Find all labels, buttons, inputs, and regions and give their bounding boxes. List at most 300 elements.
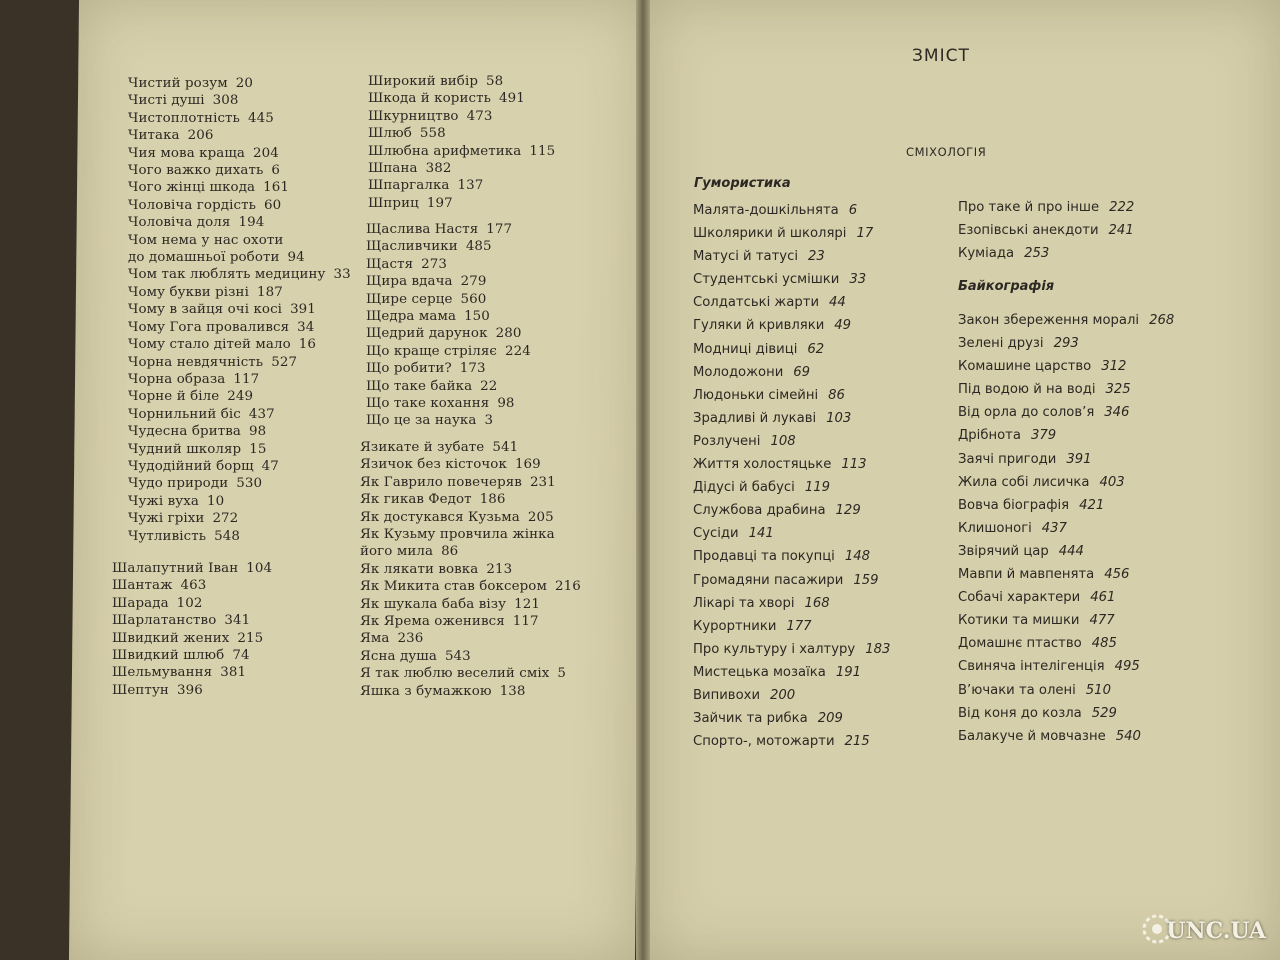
index-entry	[112, 612, 272, 629]
entry-page-number: 115	[529, 143, 556, 159]
index-entry	[958, 725, 1174, 748]
entry-title: Що робити?	[366, 361, 452, 377]
subsection-heading-humor: Гумористика	[694, 176, 791, 191]
index-entry	[128, 92, 351, 109]
entry-page-number: 391	[290, 302, 316, 318]
entry-page-number: 33	[849, 272, 867, 288]
entry-page-number: 161	[263, 180, 289, 196]
entry-title: Ясна душа	[360, 648, 437, 664]
index-entry	[693, 661, 890, 684]
index-entry	[360, 578, 581, 595]
entry-title: Комашине царство	[958, 359, 1092, 375]
entry-page-number: 141	[748, 526, 774, 542]
entry-page-number: 437	[248, 406, 275, 422]
index-entry	[366, 291, 531, 308]
index-entry	[693, 268, 890, 291]
entry-title: Солдатські жарти	[693, 295, 820, 311]
entry-title: Закон збереження моралі	[958, 313, 1140, 328]
entry-page-number: 200	[770, 687, 796, 703]
entry-title: Щедра мама	[366, 309, 457, 325]
entry-title: Чудо природи	[128, 476, 229, 492]
index-entry	[693, 707, 890, 730]
index-entry	[693, 453, 890, 476]
index-entry	[693, 407, 890, 430]
entry-page-number: 463	[180, 578, 207, 594]
index-entry	[368, 143, 555, 160]
index-entry	[360, 648, 581, 665]
index-entry	[128, 528, 351, 545]
entry-title: Звірячий цар	[958, 543, 1049, 559]
index-entry	[693, 592, 890, 615]
entry-page-number: 17	[856, 226, 874, 242]
entry-page-number: 10	[206, 493, 225, 509]
index-entry	[368, 108, 555, 125]
entry-title: Щире серце	[366, 291, 453, 307]
entry-page-number: 308	[212, 93, 239, 109]
entry-title: Чом так люблять медицину	[128, 267, 326, 283]
index-entry	[366, 395, 531, 412]
entry-title: Про таке й про інше	[958, 200, 1100, 215]
entry-title: до домашньої роботи	[128, 250, 280, 266]
entry-page-number: 113	[841, 457, 867, 473]
index-entry	[112, 647, 272, 664]
entry-page-number: 548	[214, 528, 240, 544]
entry-page-number: 293	[1053, 336, 1079, 352]
index-entry	[128, 493, 351, 510]
entry-page-number: 121	[514, 596, 540, 612]
index-entry	[958, 424, 1174, 447]
entry-title: Розлучені	[693, 433, 761, 449]
entry-title: Що таке байка	[366, 378, 473, 394]
entry-title: Шалапутний Іван	[112, 561, 239, 576]
entry-title: Дрібнота	[958, 428, 1021, 444]
entry-page-number: 541	[492, 440, 519, 455]
entry-title: Зайчик та рибка	[693, 711, 808, 727]
index-entry	[112, 577, 272, 594]
entry-title: Шпаргалка	[368, 178, 450, 194]
entry-title: Лікарі та хворі	[693, 595, 795, 611]
entry-title: Собачі характери	[958, 590, 1081, 606]
entry-title: Чом нема у нас охоти	[128, 232, 284, 248]
entry-page-number: 543	[444, 648, 471, 664]
entry-title: Шантаж	[112, 578, 173, 594]
entry-title: Шлюбна арифметика	[368, 143, 522, 159]
entry-title: Мистецька мозаїка	[693, 664, 826, 680]
entry-title: Свиняча інтелігенція	[958, 659, 1105, 675]
entry-title: Читака	[128, 128, 180, 144]
index-entry	[128, 266, 351, 283]
index-entry	[366, 238, 531, 255]
entry-page-number: 137	[457, 178, 484, 194]
entry-title: Швидкий жених	[112, 630, 230, 646]
entry-page-number: 215	[237, 630, 264, 646]
entry-title: Продавці та покупці	[693, 549, 835, 565]
entry-page-number: 280	[495, 326, 522, 342]
entry-page-number: 94	[287, 250, 305, 266]
entry-title: Шлюб	[368, 126, 412, 142]
entry-page-number: 224	[504, 343, 531, 359]
entry-page-number: 177	[486, 222, 513, 237]
index-entry	[360, 596, 581, 613]
entry-page-number: 108	[770, 433, 796, 449]
entry-title: Чудодійний борщ	[128, 458, 254, 474]
index-entry	[693, 384, 890, 407]
index-entry	[128, 75, 351, 92]
index-entry	[360, 543, 581, 560]
entry-title: Під водою й на воді	[958, 382, 1096, 398]
contents-column-1	[693, 199, 890, 753]
index-entry	[958, 332, 1174, 355]
entry-title: Чорнильний біс	[128, 406, 241, 422]
entry-title: Від орла до солов’я	[958, 405, 1095, 421]
entry-page-number: 194	[238, 215, 265, 231]
entry-title: Спорто-, мотожарти	[693, 734, 835, 750]
index-entry	[128, 214, 351, 231]
index-entry	[693, 199, 890, 222]
entry-page-number: 103	[826, 410, 852, 426]
entry-title: Життя холостяцьке	[693, 457, 832, 473]
index-entry	[958, 679, 1174, 702]
entry-title: Заячі пригоди	[958, 451, 1057, 467]
index-entry	[368, 90, 555, 107]
entry-title: Мавпи й мавпенята	[958, 567, 1095, 583]
entry-title: Шептун	[112, 682, 169, 698]
index-entry	[693, 569, 890, 592]
entry-title: Громадяни пасажири	[693, 572, 844, 588]
index-column-1b	[112, 560, 272, 699]
index-entry	[128, 284, 351, 301]
index-entry	[693, 684, 890, 707]
entry-page-number: 168	[804, 595, 830, 611]
entry-page-number: 209	[817, 711, 843, 727]
entry-page-number: 204	[253, 145, 279, 161]
entry-title: Що краще стріляє	[366, 343, 497, 359]
index-column-2	[368, 73, 555, 212]
entry-page-number: 58	[486, 74, 504, 89]
index-entry	[368, 73, 555, 90]
entry-page-number: 3	[484, 413, 494, 429]
index-entry	[958, 517, 1174, 540]
index-entry	[128, 127, 351, 144]
entry-page-number: 183	[865, 641, 891, 657]
entry-page-number: 530	[236, 476, 263, 492]
entry-title: Швидкий шлюб	[112, 648, 225, 664]
entry-page-number: 485	[1091, 636, 1117, 652]
index-entry	[128, 336, 351, 353]
index-entry	[128, 301, 351, 318]
entry-page-number: 249	[227, 389, 254, 405]
entry-title: Чистий розум	[128, 76, 228, 91]
index-entry	[693, 638, 890, 661]
entry-title: Чистоплотність	[128, 110, 240, 126]
index-column-2b	[366, 221, 531, 430]
entry-title: Сусіди	[693, 526, 739, 542]
entry-page-number: 186	[479, 492, 506, 508]
entry-page-number: 159	[853, 572, 879, 588]
subsection-heading-fables: Байкографія	[958, 279, 1055, 294]
entry-page-number: 437	[1041, 520, 1067, 536]
contents-column-2b	[958, 309, 1174, 748]
entry-title: Як Ярема оженився	[360, 614, 505, 630]
entry-title: Службова драбина	[693, 503, 826, 519]
entry-title: Що таке кохання	[366, 396, 490, 412]
index-entry	[693, 338, 890, 361]
entry-page-number: 381	[220, 665, 247, 681]
entry-page-number: 396	[176, 682, 203, 698]
entry-title: Шпана	[368, 161, 418, 177]
entry-page-number: 379	[1030, 428, 1057, 444]
entry-title: Як достукався Кузьма	[360, 509, 520, 525]
entry-title: Зелені друзі	[958, 336, 1044, 352]
entry-title: Котики та мишки	[958, 613, 1080, 629]
entry-page-number: 273	[421, 256, 447, 272]
index-entry	[958, 702, 1174, 725]
entry-title: Чому Гога провалився	[128, 319, 290, 335]
entry-title: Модниці дівиці	[693, 341, 798, 357]
index-entry	[958, 242, 1134, 265]
index-entry	[693, 314, 890, 337]
index-entry	[128, 458, 351, 475]
index-entry	[128, 319, 351, 336]
entry-page-number: 47	[261, 458, 279, 474]
entry-title: Язичок без кісточок	[360, 457, 507, 473]
entry-page-number: 34	[297, 319, 315, 335]
entry-title: Як Микита став боксером	[360, 579, 547, 595]
entry-page-number: 6	[848, 203, 858, 218]
entry-page-number: 231	[529, 474, 556, 490]
index-entry	[958, 378, 1174, 401]
entry-page-number: 102	[176, 595, 203, 611]
entry-title: Чудний школяр	[128, 441, 242, 457]
index-entry	[360, 630, 581, 647]
entry-title: Як шукала баба візу	[360, 596, 507, 612]
index-entry	[693, 291, 890, 314]
entry-title: Чого важко дихать	[128, 163, 264, 179]
index-entry	[112, 595, 272, 612]
entry-page-number: 477	[1089, 613, 1115, 629]
index-entry	[958, 586, 1174, 609]
entry-page-number: 213	[486, 561, 513, 577]
index-entry	[128, 423, 351, 440]
entry-page-number: 173	[459, 361, 486, 377]
entry-page-number: 268	[1149, 313, 1175, 328]
entry-title: Чужі гріхи	[128, 511, 205, 527]
entry-page-number: 216	[554, 579, 581, 595]
index-entry	[693, 499, 890, 522]
index-entry	[128, 441, 351, 458]
entry-title: Як Кузьму провчила жінка	[360, 527, 555, 543]
entry-page-number: 33	[333, 267, 351, 283]
book-gutter	[636, 0, 650, 960]
entry-title: Курортники	[693, 618, 777, 634]
entry-title: Щасливчики	[366, 239, 458, 255]
entry-title: Чисті душі	[128, 93, 205, 109]
entry-page-number: 491	[499, 91, 525, 107]
entry-title: Шкода й користь	[368, 91, 492, 107]
index-entry	[366, 360, 531, 377]
entry-page-number: 98	[497, 396, 515, 412]
entry-page-number: 461	[1090, 590, 1116, 606]
entry-title: Щастя	[366, 256, 414, 272]
entry-title: Чому стало дітей мало	[128, 337, 291, 353]
entry-page-number: 119	[804, 480, 830, 496]
entry-page-number: 98	[248, 424, 267, 440]
entry-page-number: 74	[232, 648, 250, 664]
entry-page-number: 444	[1058, 543, 1084, 559]
entry-title: Щедрий дарунок	[366, 326, 488, 342]
index-column-2c	[360, 439, 581, 700]
entry-page-number: 117	[233, 371, 260, 387]
entry-page-number: 15	[249, 441, 267, 457]
entry-title: Язикате й зубате	[360, 440, 485, 455]
entry-page-number: 403	[1099, 474, 1125, 490]
entry-title: Щаслива Настя	[366, 222, 479, 237]
entry-title: Чорна невдячність	[128, 354, 264, 370]
entry-title: Про культуру і халтуру	[693, 641, 856, 657]
index-entry	[360, 509, 581, 526]
entry-page-number: 312	[1101, 359, 1127, 375]
entry-page-number: 60	[263, 197, 282, 213]
index-entry	[112, 560, 272, 577]
entry-title: Чорне й біле	[128, 389, 220, 405]
index-entry	[958, 309, 1174, 332]
entry-page-number: 529	[1091, 705, 1117, 721]
entry-page-number: 104	[246, 561, 273, 576]
index-entry	[958, 540, 1174, 563]
index-entry	[693, 430, 890, 453]
index-entry	[360, 456, 581, 473]
index-entry	[128, 406, 351, 423]
entry-title: Чорна образа	[128, 371, 226, 387]
index-column-1	[128, 75, 351, 545]
index-entry	[128, 232, 351, 249]
entry-page-number: 22	[480, 378, 498, 394]
index-entry	[693, 615, 890, 638]
entry-page-number: 382	[425, 161, 452, 177]
index-entry	[693, 545, 890, 568]
entry-page-number: 117	[512, 614, 539, 630]
entry-page-number: 279	[460, 274, 487, 290]
entry-page-number: 510	[1085, 682, 1111, 698]
entry-title: Чого жінці шкода	[128, 180, 256, 196]
watermark-text: UNC.UA	[1166, 918, 1266, 944]
index-entry	[958, 448, 1174, 471]
index-entry	[366, 221, 531, 238]
entry-page-number: 236	[397, 631, 424, 647]
entry-title: В’ючаки та олені	[958, 682, 1076, 698]
entry-title: Дідусі й бабусі	[693, 480, 795, 496]
index-entry	[128, 249, 351, 266]
index-entry	[128, 475, 351, 492]
entry-page-number: 86	[828, 387, 845, 403]
entry-title: Малята-дошкільнята	[693, 203, 839, 218]
entry-title: Чоловіча гордість	[128, 197, 256, 213]
index-entry	[958, 494, 1174, 517]
index-entry	[693, 361, 890, 384]
entry-page-number: 272	[212, 511, 239, 527]
entry-page-number: 253	[1024, 246, 1050, 262]
entry-page-number: 205	[527, 509, 554, 525]
index-entry	[366, 256, 531, 273]
entry-title: Вовча біографія	[958, 497, 1070, 513]
entry-title: Зрадливі й лукаві	[693, 410, 817, 426]
index-entry	[368, 177, 555, 194]
entry-title: Шарада	[112, 595, 169, 611]
index-entry	[958, 355, 1174, 378]
entry-page-number: 222	[1109, 200, 1135, 215]
entry-page-number: 177	[786, 618, 812, 634]
entry-title: Чому в зайця очі косі	[128, 302, 283, 318]
index-entry	[958, 632, 1174, 655]
index-entry	[360, 474, 581, 491]
entry-title: Щира вдача	[366, 274, 453, 290]
entry-title: Чутливість	[128, 528, 207, 544]
entry-title: Жила собі лисичка	[958, 474, 1090, 490]
index-entry	[128, 388, 351, 405]
index-entry	[112, 630, 272, 647]
entry-title: Клишоногі	[958, 520, 1032, 536]
index-entry	[693, 522, 890, 545]
entry-title: Домашнє птаство	[958, 636, 1082, 652]
contents-title: ЗМІСТ	[912, 46, 970, 66]
index-entry	[360, 526, 581, 543]
entry-page-number: 197	[426, 195, 453, 211]
index-entry	[958, 655, 1174, 678]
index-entry	[360, 665, 581, 682]
entry-title: Людоньки сімейні	[693, 387, 819, 403]
entry-title: його мила	[360, 544, 434, 560]
entry-page-number: 44	[829, 295, 846, 311]
entry-title: Куміада	[958, 246, 1015, 262]
entry-page-number: 23	[807, 249, 825, 265]
entry-page-number: 445	[247, 110, 274, 126]
entry-page-number: 241	[1108, 223, 1134, 239]
entry-page-number: 473	[466, 108, 493, 124]
index-entry	[112, 664, 272, 681]
entry-page-number: 560	[460, 291, 487, 307]
entry-page-number: 69	[793, 364, 811, 380]
entry-title: Від коня до козла	[958, 705, 1082, 721]
entry-page-number: 150	[464, 309, 490, 325]
entry-page-number: 62	[807, 341, 825, 357]
entry-page-number: 16	[298, 337, 317, 353]
entry-title: Шарлатанство	[112, 613, 217, 629]
index-entry	[693, 245, 890, 268]
entry-page-number: 527	[271, 354, 298, 370]
entry-title: Студентські усмішки	[693, 272, 840, 288]
entry-page-number: 391	[1066, 451, 1092, 467]
index-entry	[958, 196, 1134, 219]
index-entry	[693, 476, 890, 499]
entry-title: Балакуче й мовчазне	[958, 728, 1106, 744]
entry-page-number: 20	[235, 76, 253, 91]
index-entry	[368, 160, 555, 177]
entry-title: Яшка з бумажкою	[360, 683, 492, 699]
entry-title: Шкурництво	[368, 108, 459, 124]
entry-title: Матусі й татусі	[693, 249, 798, 265]
index-entry	[368, 195, 555, 212]
entry-page-number: 191	[835, 664, 861, 680]
entry-title: Чужі вуха	[128, 493, 199, 509]
index-entry	[958, 471, 1174, 494]
entry-page-number: 206	[187, 128, 214, 144]
index-entry	[958, 219, 1134, 242]
index-entry	[366, 412, 531, 429]
index-entry	[360, 439, 581, 456]
entry-page-number: 49	[834, 318, 852, 334]
entry-title: Чому букви різні	[128, 284, 249, 300]
entry-title: Молодожони	[693, 364, 784, 380]
